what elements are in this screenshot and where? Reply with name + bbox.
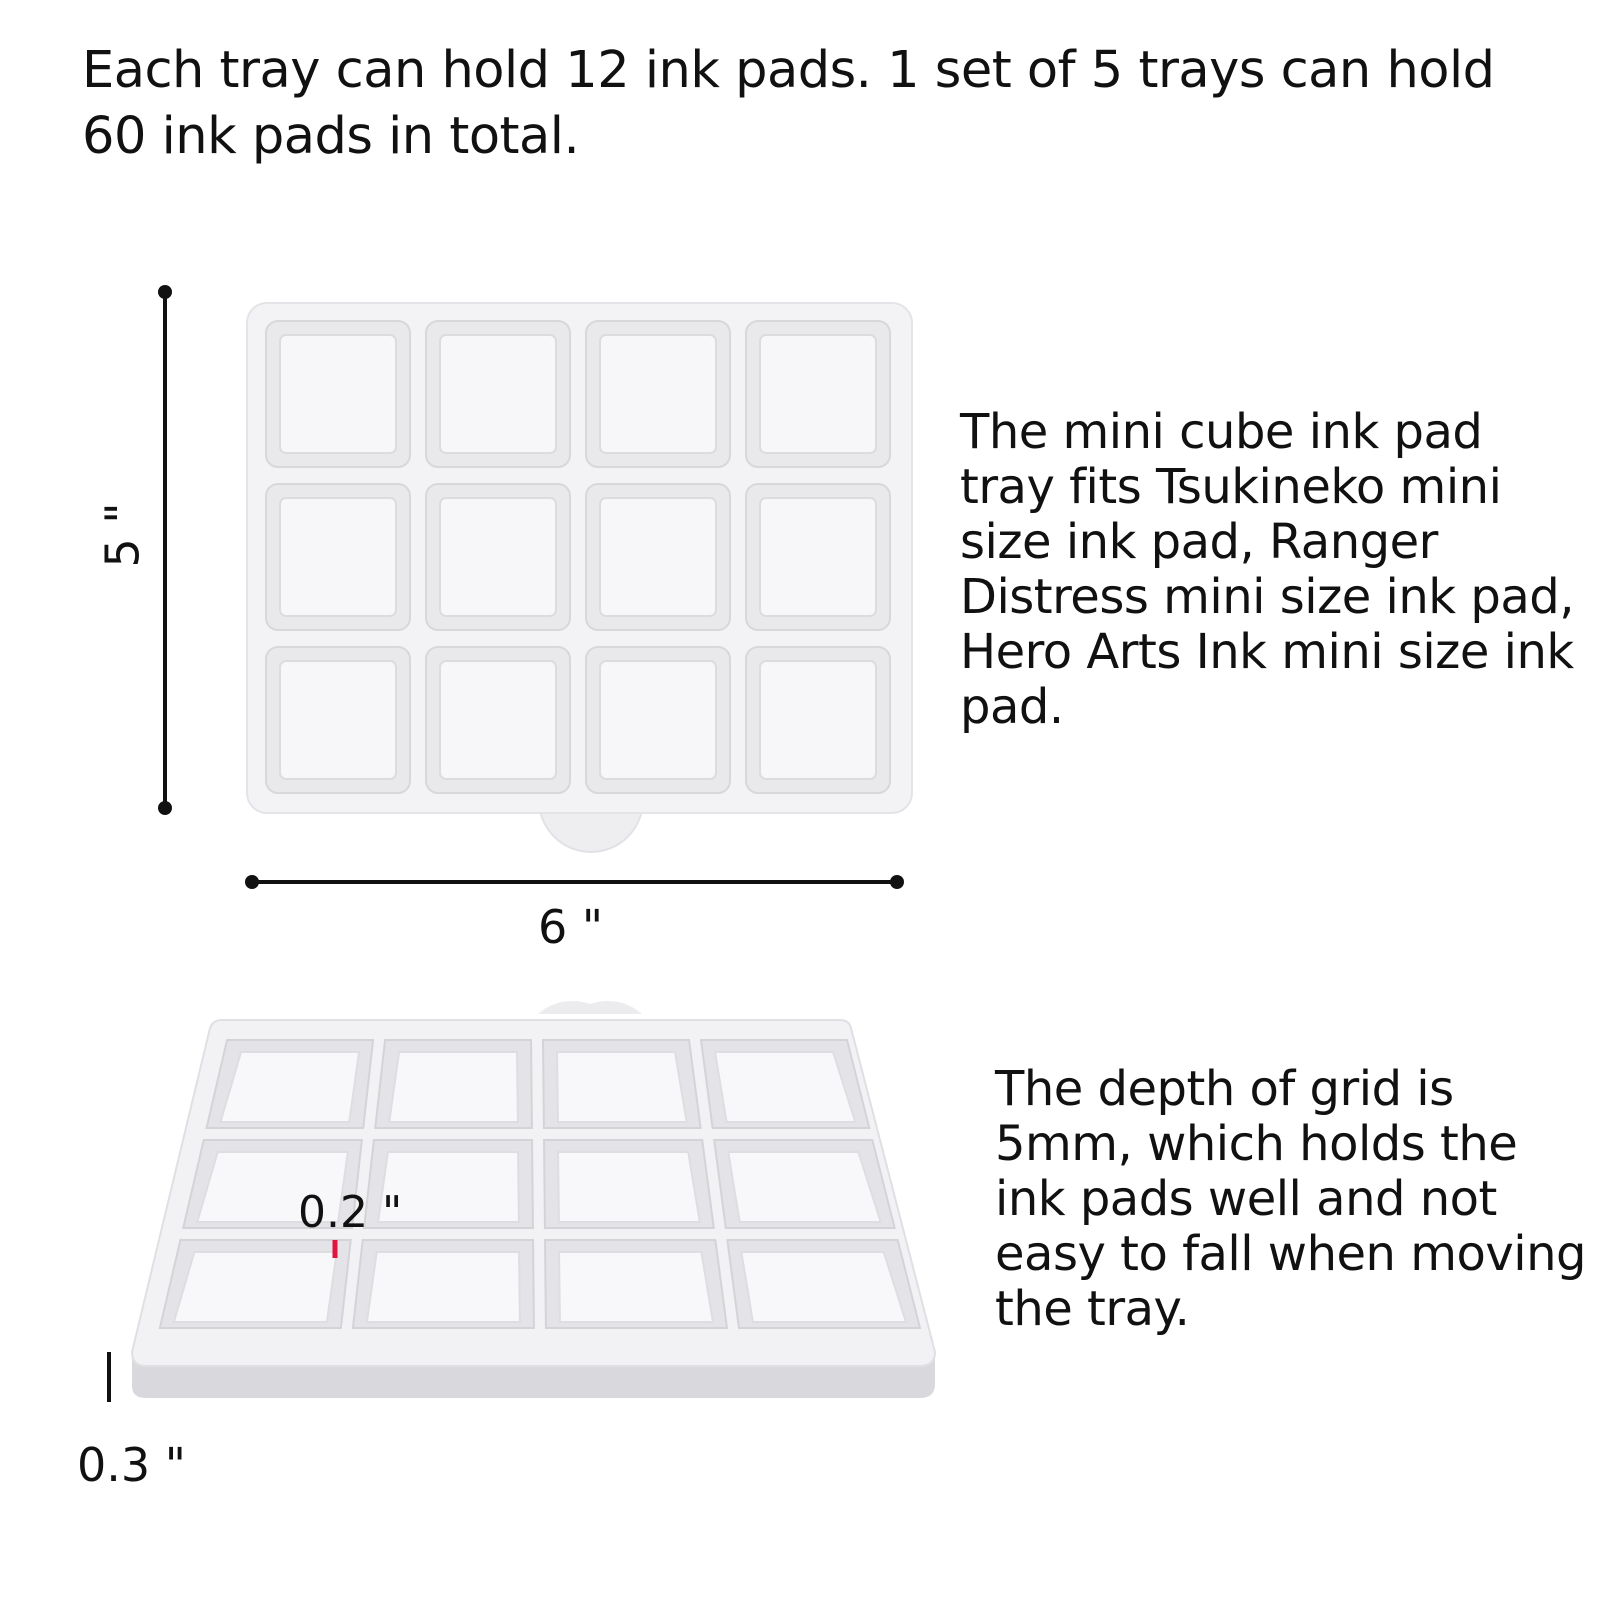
tray-slot bbox=[714, 1140, 894, 1228]
width-label: 6 " bbox=[538, 900, 604, 954]
thickness-label: 0.3 " bbox=[77, 1438, 186, 1492]
tray-top-view bbox=[247, 303, 912, 852]
tray-slot bbox=[426, 321, 570, 467]
tray-slot bbox=[544, 1140, 714, 1228]
tray-slot bbox=[353, 1240, 534, 1328]
tray-slot bbox=[375, 1040, 532, 1128]
grid-depth-label: 0.2 " bbox=[298, 1187, 403, 1238]
tray-slot bbox=[266, 484, 410, 630]
tray-slot bbox=[586, 484, 730, 630]
height-dimension-line bbox=[158, 285, 172, 815]
tray-slot bbox=[746, 321, 890, 467]
tray-slot bbox=[701, 1040, 869, 1128]
tray-slot bbox=[266, 647, 410, 793]
tray-slot bbox=[586, 321, 730, 467]
tray-slot bbox=[746, 484, 890, 630]
tray-slot bbox=[160, 1240, 351, 1328]
tray-slot bbox=[586, 647, 730, 793]
tray-slot bbox=[207, 1040, 374, 1128]
depth-description: The depth of grid is 5mm, which holds the ink pads well and not easy to fall when moving the tray. bbox=[995, 1061, 1586, 1337]
tray-slot bbox=[545, 1240, 727, 1328]
tray-perspective-view bbox=[132, 1001, 935, 1398]
headline: Each tray can hold 12 ink pads. 1 set of 5 trays can hold 60 ink pads in total. bbox=[82, 41, 1495, 166]
fit-description: The mini cube ink pad tray fits Tsukineko mini size ink pad, Ranger Distress mini size ink pad, Hero Arts Ink mini size ink pad. bbox=[960, 404, 1574, 735]
tray-slot bbox=[543, 1040, 701, 1128]
tray-slot bbox=[746, 647, 890, 793]
tray-slot bbox=[266, 321, 410, 467]
tray-slot bbox=[727, 1240, 920, 1328]
tray-slot bbox=[426, 647, 570, 793]
width-dimension-line bbox=[245, 875, 904, 889]
tray-slot bbox=[426, 484, 570, 630]
height-label: 5 " bbox=[95, 502, 150, 568]
